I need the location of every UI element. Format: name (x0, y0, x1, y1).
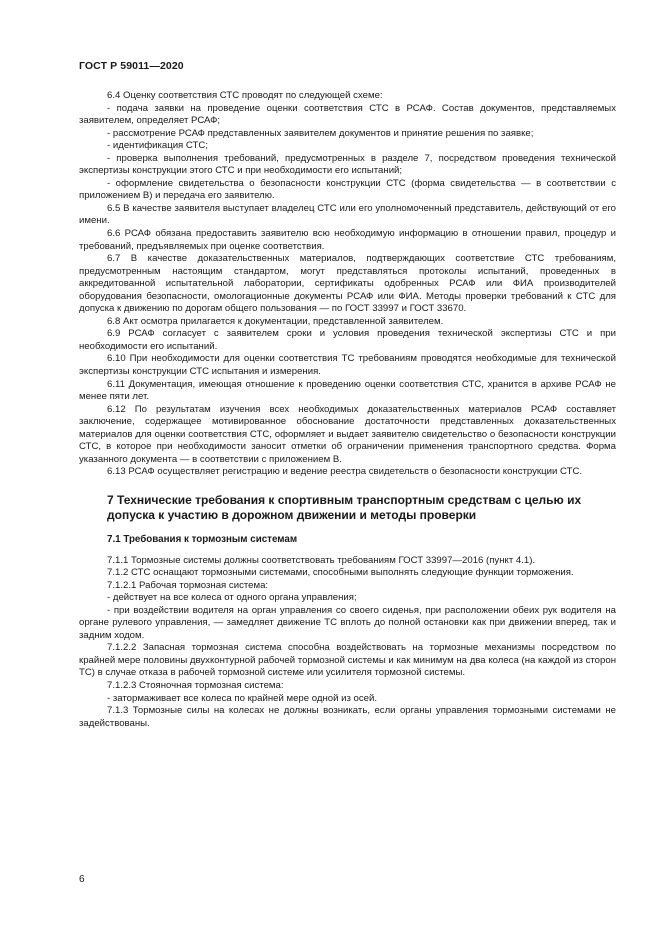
paragraph-6-6: 6.6 РСАФ обязана предоставить заявителю всю необходимую информацию в отношении правил, процедур и требований, предъявляемых при оценке соответствия. (79, 228, 616, 252)
list-item: - идентификация СТС; (107, 140, 208, 152)
paragraph-6-13: 6.13 РСАФ осуществляет регистрацию и ведение реестра свидетельств о безопасности конструкции СТС. (107, 466, 583, 478)
paragraph-6-5: 6.5 В качестве заявителя выступает владелец СТС или его уполномоченный представитель, действующий от его имени. (79, 202, 616, 227)
paragraph-7-1-1: 7.1.1 Тормозные системы должны соответствовать требованиям ГОСТ 33997—2016 (пункт 4.1). (107, 554, 536, 566)
paragraph-7-1-2: 7.1.2 СТС оснащают тормозными системами, способными выполнять следующие функции торможения. (107, 567, 574, 579)
document-body (79, 90, 616, 730)
paragraph-6-10: 6.10 При необходимости для оценки соответствия ТС требованиям проводятся необходимые для технической экспертизы конструкции СТС испытания и измерения. (79, 353, 616, 378)
paragraph-6-8: 6.8 Акт осмотра прилагается к документации, представленной заявителем. (107, 315, 444, 327)
paragraph-7-1-2-3: 7.1.2.3 Стояночная тормозная система: (107, 679, 284, 691)
page-number: 6 (79, 874, 85, 885)
section-heading: 7 Технические требования к спортивным транспортным средствам с целью их допуска к участию в дорожном движении и методы проверки (107, 492, 582, 523)
list-item: - действует на все колеса от одного органа управления; (107, 592, 357, 604)
paragraph-6-12: 6.12 По результатам изучения всех необходимых доказательственных материалов РСАФ составляет заключение, содержащее мотивированное обоснование достаточности представленных доказательственных материалов для оценки соответствия СТС, оформляет и выдает заявителю свидетельство о безопасности конструкции СТС, в которое при необходимости заносит отметки об ограничении применения транспортного средства. Форма указанного документа — в соответствии с приложением В. (79, 403, 616, 465)
document-header: ГОСТ Р 59011—2020 (79, 60, 184, 72)
list-item: - подача заявки на проведение оценки соответствия СТС в РСАФ. Состав документов, представляемых заявителем, определяет РСАФ; (79, 102, 616, 127)
paragraph-7-1-3: 7.1.3 Тормозные силы на колесах не должны возникать, если органы управления тормозными системами не задействованы. (79, 705, 616, 729)
list-item: - оформление свидетельства о безопасности конструкции СТС (форма свидетельства — в соответствии с приложением В) и передача его заявителю. (79, 177, 616, 202)
paragraph-6-7: 6.7 В качестве доказательственных материалов, подтверждающих соответствие СТС требованиям, предусмотренным настоящим стандартом, могут представляться протоколы испытаний, проведенных в аккредитованной испытательной лаборатории, сертификаты одобренных РСАФ или ФИА производителей оборудования безопасности, омологационные документы РСАФ или ФИА. Методы проверки требований к СТС для допуска к движению по дорогам общего пользования — по ГОСТ 33997 и ГОСТ 33670. (79, 253, 616, 315)
paragraph-6-4: 6.4 Оценку соответствия СТС проводят по следующей схеме: (107, 90, 383, 101)
list-item: - при воздействии водителя на орган управления со своего сиденья, при расположении обеих рук водителя на органе рулевого управления, — замедляет движение ТС вплоть до полной остановки как при движении вперед, так и задним ходом. (79, 604, 616, 641)
list-item: - проверка выполнения требований, предусмотренных в разделе 7, посредством проведения технической экспертизы конструкции этого СТС и при необходимости его испытаний; (79, 152, 616, 177)
paragraph-6-9: 6.9 РСАФ согласует с заявителем сроки и условия проведения технической экспертизы СТС и при необходимости его испытаний. (79, 328, 616, 352)
list-item: - затормаживает все колеса по крайней мере одной из осей. (107, 692, 378, 704)
paragraph-7-1-2-2: 7.1.2.2 Запасная тормозная система способна воздействовать на тормозные механизмы посредством по крайней мере половины двухконтурной рабочей тормозной системы и как минимум на два колеса (на каждой из сторон ТС) в случае отказа в рабочей тормозной системе или усилителя тормозной системы. (79, 642, 616, 679)
list-item: - рассмотрение РСАФ представленных заявителем документов и принятие решения по заявке; (107, 127, 534, 139)
paragraph-7-1-2-1: 7.1.2.1 Рабочая тормозная система: (107, 579, 269, 591)
paragraph-6-11: 6.11 Документация, имеющая отношение к проведению оценки соответствия СТС, хранится в архиве РСАФ не менее пяти лет. (79, 378, 616, 403)
subsection-heading: 7.1 Требования к тормозным системам (107, 533, 298, 545)
